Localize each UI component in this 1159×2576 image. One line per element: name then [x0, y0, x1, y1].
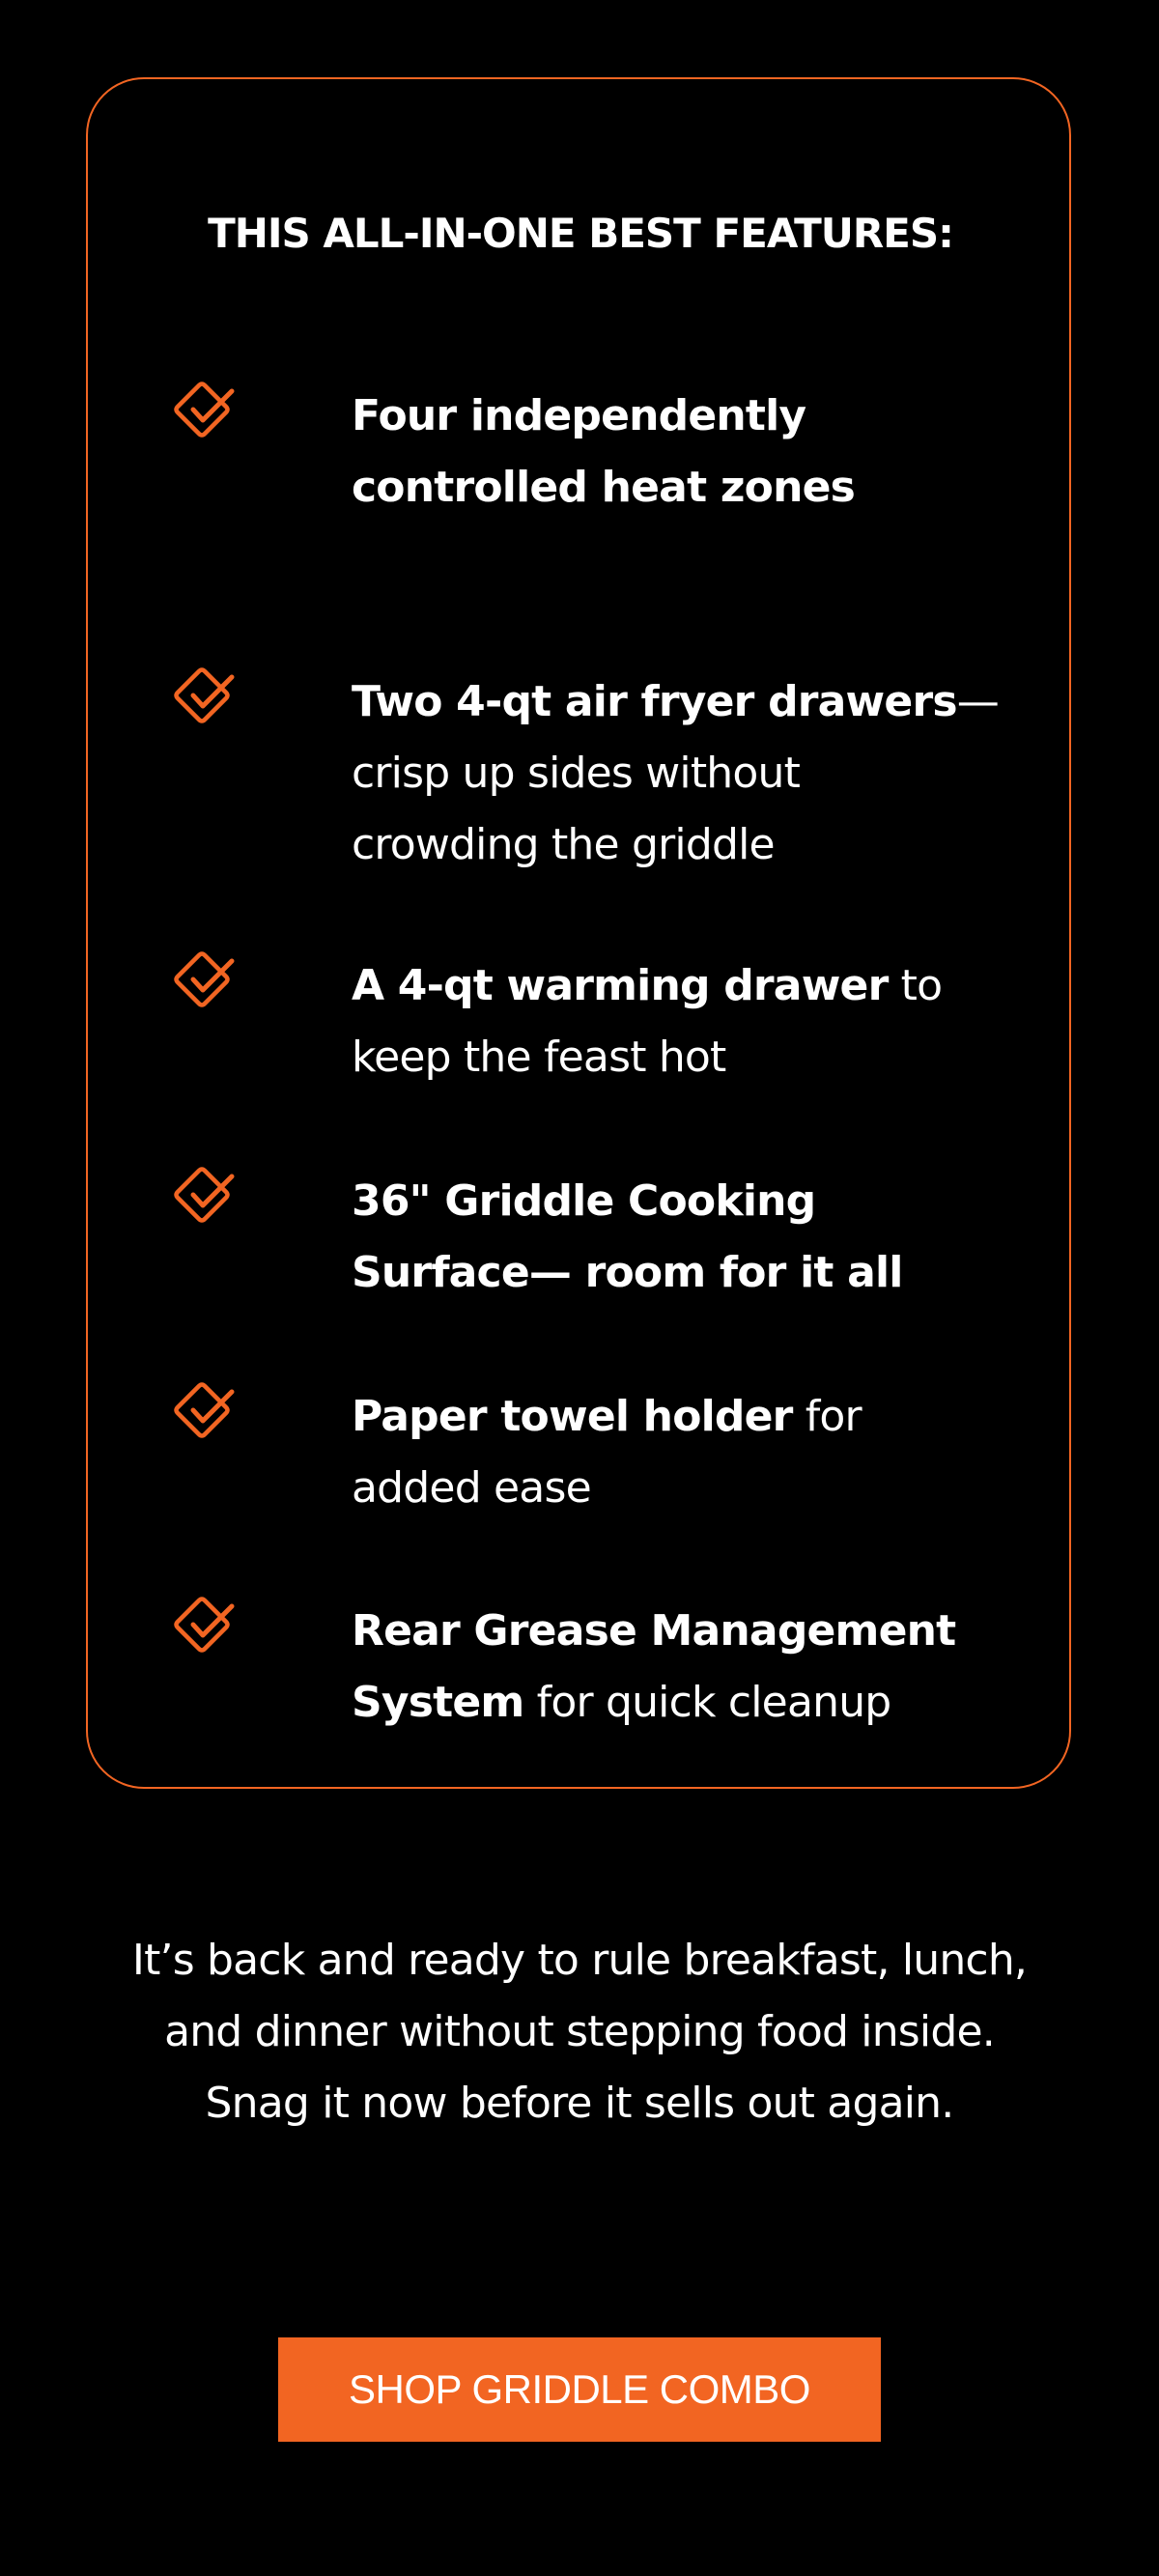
feature-rest: — crisp up sides without crowding the griddle	[352, 677, 999, 869]
feature-text	[352, 950, 999, 1093]
check-badge-icon	[172, 950, 240, 1018]
feature-bold: Rear Grease Management System	[352, 1606, 956, 1727]
feature-bold: 36" Griddle Cooking Surface— room for it all	[352, 1176, 903, 1297]
body-copy-line: It’s back and ready to rule breakfast, lunch, and dinner without stepping food inside.	[131, 1936, 1028, 2056]
check-badge-icon	[172, 1166, 240, 1233]
feature-bold: Paper towel holder	[352, 1392, 793, 1441]
feature-bold: Two 4-qt air fryer drawers	[352, 677, 957, 726]
body-copy	[97, 1925, 1062, 2139]
feature-text	[352, 666, 999, 881]
feature-bold: Four independently controlled heat zones	[352, 391, 856, 512]
feature-text	[352, 1596, 999, 1739]
feature-text	[352, 1381, 999, 1524]
check-badge-icon	[172, 381, 240, 448]
features-card	[86, 77, 1071, 1789]
feature-rest: for added ease	[352, 1392, 862, 1513]
feature-bold: A 4-qt warming drawer	[352, 961, 889, 1010]
feature-text	[352, 381, 999, 524]
check-badge-icon	[172, 1596, 240, 1663]
feature-rest: to keep the feast hot	[352, 961, 943, 1082]
feature-text	[352, 1166, 999, 1309]
features-title: THIS ALL-IN-ONE BEST FEATURES:	[208, 210, 953, 257]
check-badge-icon	[172, 666, 240, 734]
body-copy-line: Snag it now before it sells out again.	[205, 2079, 954, 2128]
check-badge-icon	[172, 1381, 240, 1449]
feature-rest: for quick cleanup	[523, 1678, 891, 1727]
shop-griddle-combo-button[interactable]: SHOP GRIDDLE COMBO	[278, 2337, 881, 2442]
